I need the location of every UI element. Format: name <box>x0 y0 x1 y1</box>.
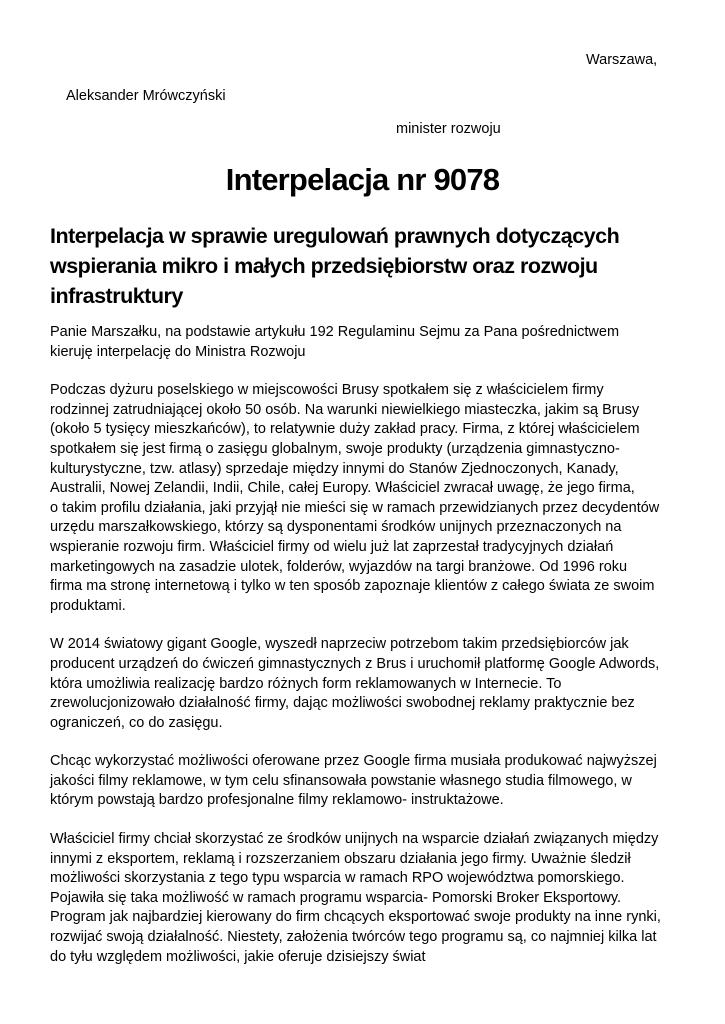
document-title: Interpelacja nr 9078 <box>225 162 500 197</box>
place-line: Warszawa, <box>586 52 658 68</box>
addressee: minister rozwoju <box>396 121 501 137</box>
paragraph: Panie Marszałku, na podstawie artykułu 192 Regulaminu Sejmu za Pana pośrednictwem kieruję interpelację do Ministra Rozwoju <box>50 324 620 360</box>
document-subtitle: Interpelacja w sprawie uregulowań prawnych dotyczących wspierania mikro i małych przedsiębiorstw oraz rozwoju infrastruktury <box>50 224 620 308</box>
document-body <box>50 323 675 986</box>
author-name: Aleksander Mrówczyński <box>66 88 226 104</box>
paragraph: Podczas dyżuru poselskiego w miejscowości Brusy spotkałem się z właścicielem firmy rodzinnej zatrudniającej około 50 osób. Na warunki niewielkiego miasteczka, jakim są Brusy (około 5 tysięcy mieszkańców), to relatywnie duży zakład pracy. Firma, z której właścicielem spotkałem się jest firmą o zasięgu globalnym, swoje produkty (urządzenia gimnastyczno- kulturystyczne, tzw. atlasy) sprzedaje między innymi do Stanów Zjednoczonych, Kanady, Australii, Nowej Zelandii, Indii, Chile, całej Europy. Właściciel zwracał uwagę, że jego firma, o takim profilu działania, jaki przyjął nie mieści się w ramach przewidzianych przez decydentów urzędu marszałkowskiego, którzy są dysponentami środków unijnych przeznaczonych na wspieranie rozwoju firm. Właściciel firmy od wielu już lat zaprzestał tradycyjnych działań marketingowych na zasadzie ulotek, folderów, wyjazdów na targi branżowe. Od 1996 roku firma ma stronę internetową i tylko w ten sposób zapoznaje klientów z całego świata ze swoim produktami. <box>50 382 660 614</box>
paragraph: Właściciel firmy chciał skorzystać ze środków unijnych na wsparcie działań związanych między innymi z eksportem, reklamą i rozszerzaniem obszaru działania jego firmy. Uważnie śledził możliwości skorzystania z tego typu wsparcia w ramach RPO województwa pomorskiego. Pojawiła się taka możliwość w ramach programu wsparcia- Pomorski Broker Eksportowy. Program jak najbardziej kierowany do firm chcących eksportować swoje produkty na inne rynki, rozwijać swoją działalność. Niestety, założenia twórców tego programu są, co najmniej kilka lat do tyłu względem możliwości, jakie oferuje dzisiejszy świat <box>50 831 661 965</box>
paragraph: W 2014 światowy gigant Google, wyszedł naprzeciw potrzebom takim przedsiębiorców jak producent urządzeń do ćwiczeń gimnastycznych z Brus i uruchomił platformę Google Adwords, która umożliwia realizację bardzo różnych form reklamowanych w Internecie. To zrewolucjonizowało działalność firmy, dając możliwości swobodnej reklamy praktycznie bez ograniczeń, co do zasięgu. <box>50 636 660 731</box>
paragraph: Chcąc wykorzystać możliwości oferowane przez Google firma musiała produkować najwyższej jakości filmy reklamowe, w tym celu sfinansowała powstanie własnego studia filmowego, w którym powstają bardzo profesjonalne filmy reklamowo- instruktażowe. <box>50 753 657 809</box>
